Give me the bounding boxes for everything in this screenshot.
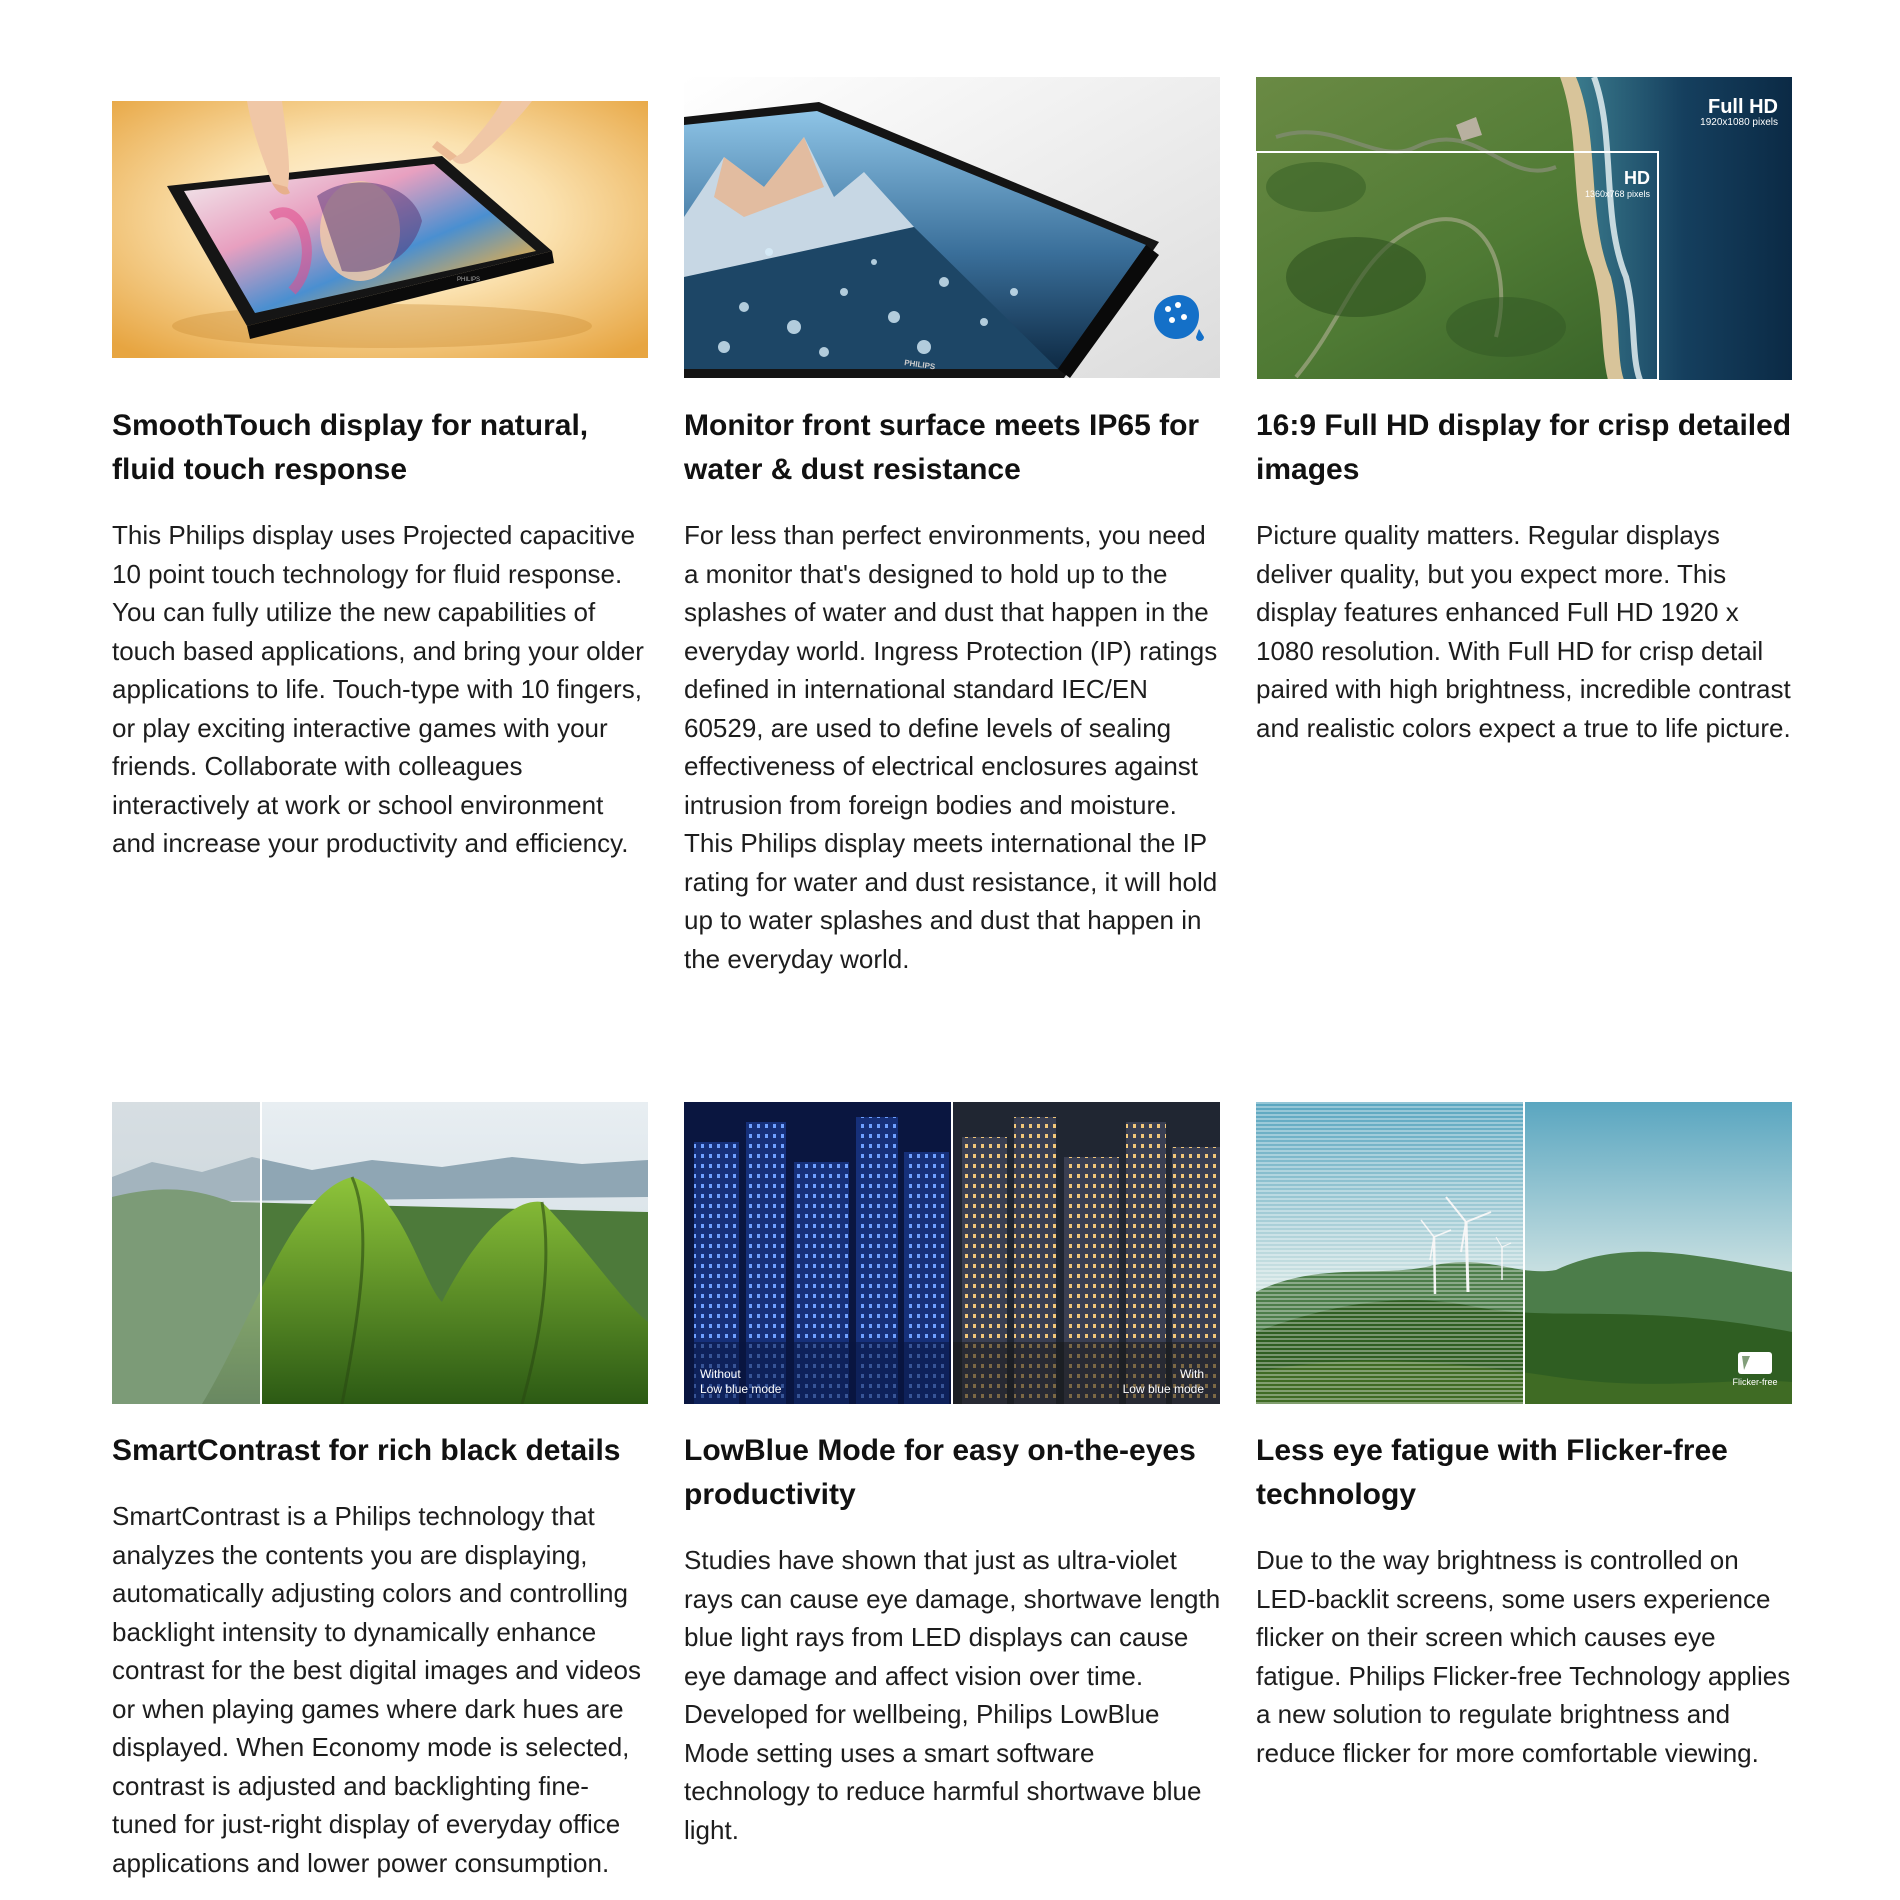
fullhd-label: Full HD [1708,96,1778,118]
flicker-free-badge-icon [1738,1352,1772,1374]
lowblue-without-line1: Without [700,1367,741,1381]
ip65-description: For less than perfect environments, you need a monitor that's designed to hold up to the splashes of water and dust that happen in the everyday world. Ingress Protection (IP) ratings defined in international standard IEC/EN 60529, are used to define levels of sealing effectiveness of electrical enclosures against intrusion from foreign bodies and moisture. This Philips display meets international the IP rating for water and dust resistance, it will hold up to water splashes and dust that happen in the everyday world. [684,520,1218,974]
lowblue-title: LowBlue Mode for easy on-the-eyes productivity [684,1434,1196,1511]
smoothtouch-image [112,101,648,358]
smartcontrast-title: SmartContrast for rich black details [112,1434,621,1467]
lowblue-without-line2: Low blue mode [700,1382,782,1396]
flickerfree-description: Due to the way brightness is controlled on LED-backlit screens, some users experience flicker on their screen which causes eye fatigue. Philips Flicker-free Technology applies a new solution to regulate brightness and reduce flicker for more comfortable viewing. [1256,1545,1791,1768]
lowblue-with-line1: With [1180,1367,1204,1381]
fullhd-title: 16:9 Full HD display for crisp detailed images [1256,409,1792,486]
smoothtouch-title: SmoothTouch display for natural, fluid touch response [112,409,589,486]
ip65-brand: PHILIPS [903,358,936,372]
smartcontrast-description: SmartContrast is a Philips technology that analyzes the contents you are displaying, automatically adjusting colors and controlling backlight intensity to dynamically enhance contrast for the best digital images and videos or when playing games where dark hues are displayed. When Economy mode is selected, contrast is adjusted and backlighting fine-tuned for just-right display of everyday office applications and lower power consumption. [112,1501,641,1878]
smartcontrast-image [112,1102,648,1404]
flickerfree-image [1256,1102,1792,1404]
lowblue-image [684,1102,1220,1404]
flicker-free-badge-label: Flicker-free [1732,1377,1778,1387]
fullhd-description: Picture quality matters. Regular displays deliver quality, but you expect more. This display features enhanced Full HD 1920 x 1080 resolution. With Full HD for crisp detail paired with high brightness, incredible contrast and realistic colors expect a true to life picture. [1256,520,1791,743]
lowblue-with-line2: Low blue mode [1122,1382,1204,1396]
ip65-image [684,77,1220,378]
lowblue-description: Studies have shown that just as ultra-violet rays can cause eye damage, shortwave length blue light rays from LED displays can cause eye damage and affect vision over time. Developed for wellbeing, Philips LowBlue Mode setting uses a smart software technology to reduce harmful shortwave blue light. [684,1545,1221,1845]
flickerfree-title: Less eye fatigue with Flicker-free technology [1256,1434,1728,1511]
fullhd-image [1256,77,1792,380]
smoothtouch-brand: PHILIPS [457,277,481,283]
ip65-title: Monitor front surface meets IP65 for water & dust resistance [684,409,1200,486]
hd-label: HD [1624,168,1650,188]
smoothtouch-description: This Philips display uses Projected capacitive 10 point touch technology for fluid response. You can fully utilize the new capabilities of touch based applications, and bring your older applications to life. Touch-type with 10 fingers, or play exciting interactive games with your friends. Collaborate with colleagues interactively at work or school environment and increase your productivity and efficiency. [112,520,644,858]
fullhd-pixels: 1920x1080 pixels [1700,117,1778,128]
hd-pixels: 1360x768 pixels [1584,189,1650,199]
